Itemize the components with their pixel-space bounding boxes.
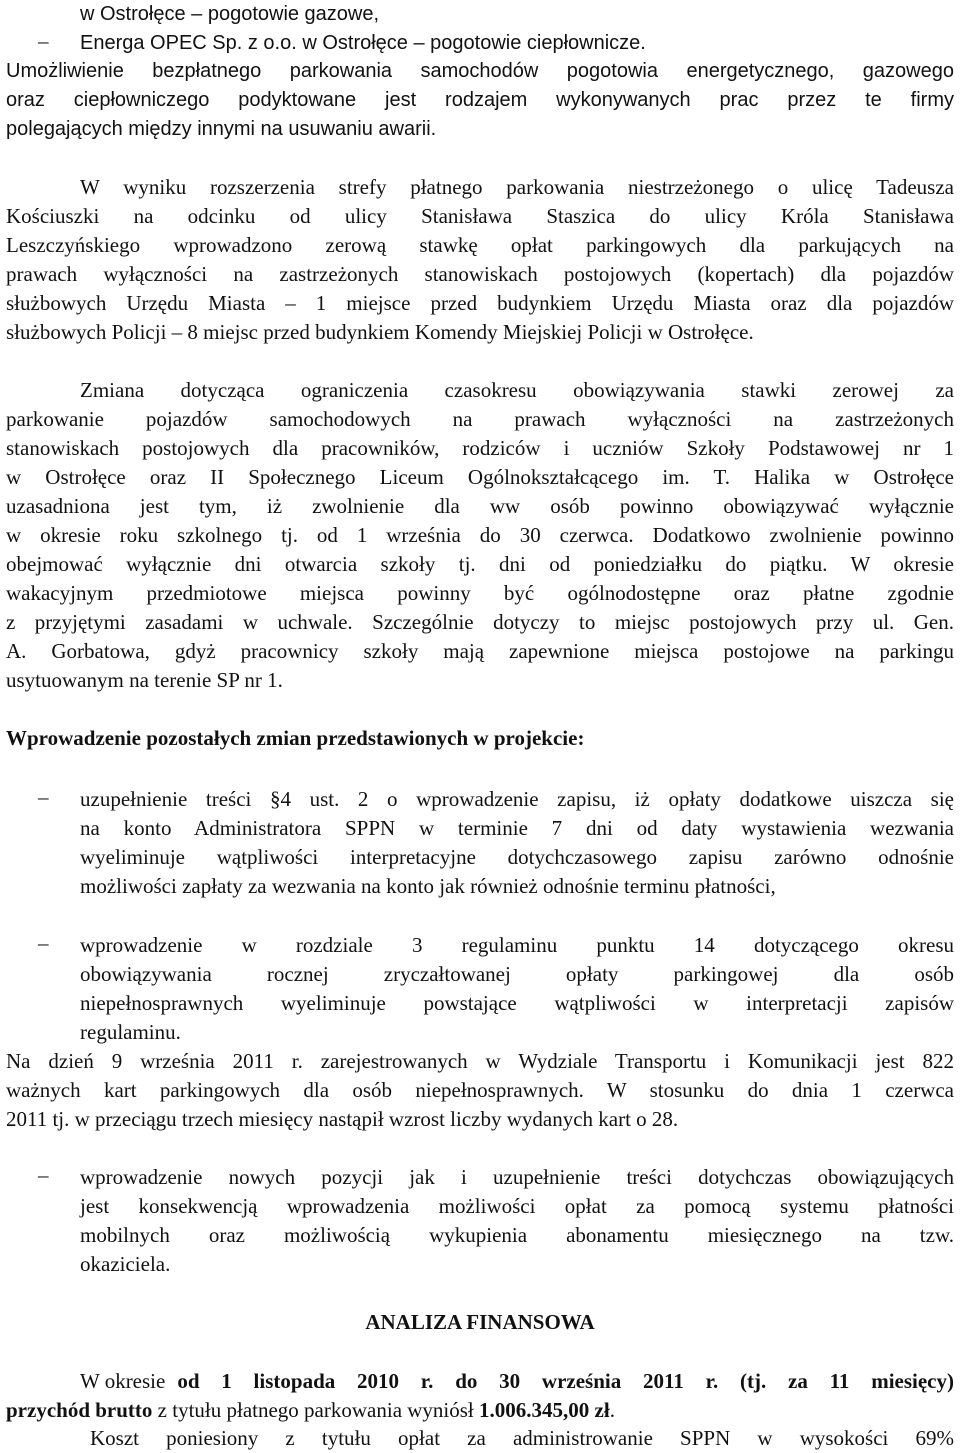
paragraph-line: 2011 tj. w przeciągu trzech miesięcy nastąpił wzrost liczby wydanych kart o 28. — [6, 1107, 679, 1131]
finance-text: W okresie — [80, 1369, 166, 1393]
paragraph-line: w okresie roku szkolnego tj. od 1 września do 30 czerwca. Dodatkowo zwolnienie powinno — [6, 523, 954, 547]
list-item-line: wprowadzenie w rozdziale 3 regulaminu punktu 14 dotyczącego okresu — [80, 933, 954, 957]
section-heading: Wprowadzenie pozostałych zmian przedstawionych w projekcie: — [6, 726, 585, 750]
list-item-line: uzupełnienie treści §4 ust. 2 o wprowadzenie zapisu, iż opłaty dodatkowe uiszcza się — [80, 787, 954, 811]
paragraph-line: Kościuszki na odcinku od ulicy Stanisława Staszica do ulicy Króla Stanisława — [6, 204, 954, 228]
section-heading-finance: ANALIZA FINANSOWA — [365, 1310, 595, 1334]
finance-text: z tytułu płatnego parkowania wyniósł — [157, 1398, 474, 1422]
list-item-line: mobilnych oraz możliwością wykupienia abonamentu miesięcznego na tzw. — [80, 1223, 954, 1247]
list-item-line: wprowadzenie nowych pozycji jak i uzupełnienie treści dotychczas obowiązujących — [80, 1165, 954, 1189]
list-dash: – — [38, 785, 49, 809]
paragraph-line: ważnych kart parkingowych dla osób niepełnosprawnych. W stosunku do dnia 1 czerwca — [6, 1078, 954, 1102]
paragraph-line: służbowych Policji – 8 miejsc przed budynkiem Komendy Miejskiej Policji w Ostrołęce. — [6, 320, 754, 344]
paragraph-line: obejmować wyłącznie dni otwarcia szkoły tj. dni od poniedziałku do piątku. W okresie — [6, 552, 954, 576]
paragraph-line: uzasadniona jest tym, iż zwolnienie dla ww osób powinno obowiązywać wyłącznie — [6, 494, 954, 518]
list-dash: – — [38, 1163, 49, 1187]
list-item-line: możliwości zapłaty za wezwania na konto jak również odnośnie terminu płatności, — [80, 874, 776, 898]
paragraph-line: stanowiskach postojowych dla pracowników, rodziców i uczniów Szkoły Podstawowej nr 1 — [6, 436, 954, 460]
revenue-amount: 1.006.345,00 zł — [479, 1398, 610, 1422]
list-item-line: na konto Administratora SPPN w terminie 7 dni od daty wystawienia wezwania — [80, 816, 954, 840]
finance-period: od 1 listopada 2010 r. do 30 września 2011 r. (tj. za 11 miesięcy) — [177, 1369, 954, 1393]
finance-line-1 — [80, 1367, 954, 1396]
list-dash: – — [38, 931, 49, 955]
finance-line-3: Koszt poniesiony z tytułu opłat za administrowanie SPPN w wysokości 69% — [90, 1426, 954, 1450]
text-line: oraz ciepłowniczego podyktowane jest rodzajem wykonywanych prac przez te firmy — [6, 89, 954, 111]
paragraph-line: prawach wyłączności na zastrzeżonych stanowiskach postojowych (kopertach) dla pojazdów — [6, 262, 954, 286]
paragraph-line: Zmiana dotycząca ograniczenia czasokresu obowiązywania stawki zerowej za — [80, 378, 954, 402]
finance-line-2 — [6, 1396, 615, 1425]
text-line: w Ostrołęce – pogotowie gazowe, — [80, 3, 380, 25]
list-item-line: okaziciela. — [80, 1252, 171, 1276]
finance-text: . — [609, 1398, 615, 1422]
paragraph-line: z przyjętymi zasadami w uchwale. Szczególnie dotyczy to miejsc postojowych przy ul. Gen. — [6, 610, 954, 634]
list-item-line: wyeliminuje wątpliwości interpretacyjne dotychczasowego zapisu zarówno odnośnie — [80, 845, 954, 869]
paragraph-line: W wyniku rozszerzenia strefy płatnego parkowania niestrzeżonego o ulicę Tadeusza — [80, 175, 954, 199]
list-item-line: jest konsekwencją wprowadzenia możliwości opłat za pomocą systemu płatności — [80, 1194, 954, 1218]
list-dash: – — [38, 29, 49, 53]
paragraph-line: w Ostrołęce oraz II Społecznego Liceum Ogólnokształcącego im. T. Halika w Ostrołęce — [6, 465, 954, 489]
text-line: Umożliwienie bezpłatnego parkowania samochodów pogotowia energetycznego, gazowego — [6, 60, 954, 82]
paragraph-line: A. Gorbatowa, gdyż pracownicy szkoły mają zapewnione miejsca postojowe na parkingu — [6, 639, 954, 663]
paragraph-line: parkowanie pojazdów samochodowych na prawach wyłączności na zastrzeżonych — [6, 407, 954, 431]
list-item-line: regulaminu. — [80, 1020, 181, 1044]
revenue-label: przychód brutto — [6, 1398, 153, 1422]
paragraph-line: wakacyjnym przedmiotowe miejsca powinny być ogólnodostępne oraz płatne zgodnie — [6, 581, 954, 605]
paragraph-line: Leszczyńskiego wprowadzono zerową stawkę opłat parkingowych dla parkujących na — [6, 233, 954, 257]
text-line: Energa OPEC Sp. z o.o. w Ostrołęce – pogotowie ciepłownicze. — [80, 32, 646, 54]
text-line: polegających między innymi na usuwaniu awarii. — [6, 118, 437, 140]
list-item-line: obowiązywania rocznej zryczałtowanej opłaty parkingowej dla osób — [80, 962, 954, 986]
paragraph-line: Na dzień 9 września 2011 r. zarejestrowanych w Wydziale Transportu i Komunikacji jest 822 — [6, 1049, 954, 1073]
paragraph-line: usytuowanym na terenie SP nr 1. — [6, 668, 283, 692]
paragraph-line: służbowych Urzędu Miasta – 1 miejsce przed budynkiem Urzędu Miasta oraz dla pojazdów — [6, 291, 954, 315]
list-item-line: niepełnosprawnych wyeliminuje powstające wątpliwości w interpretacji zapisów — [80, 991, 954, 1015]
